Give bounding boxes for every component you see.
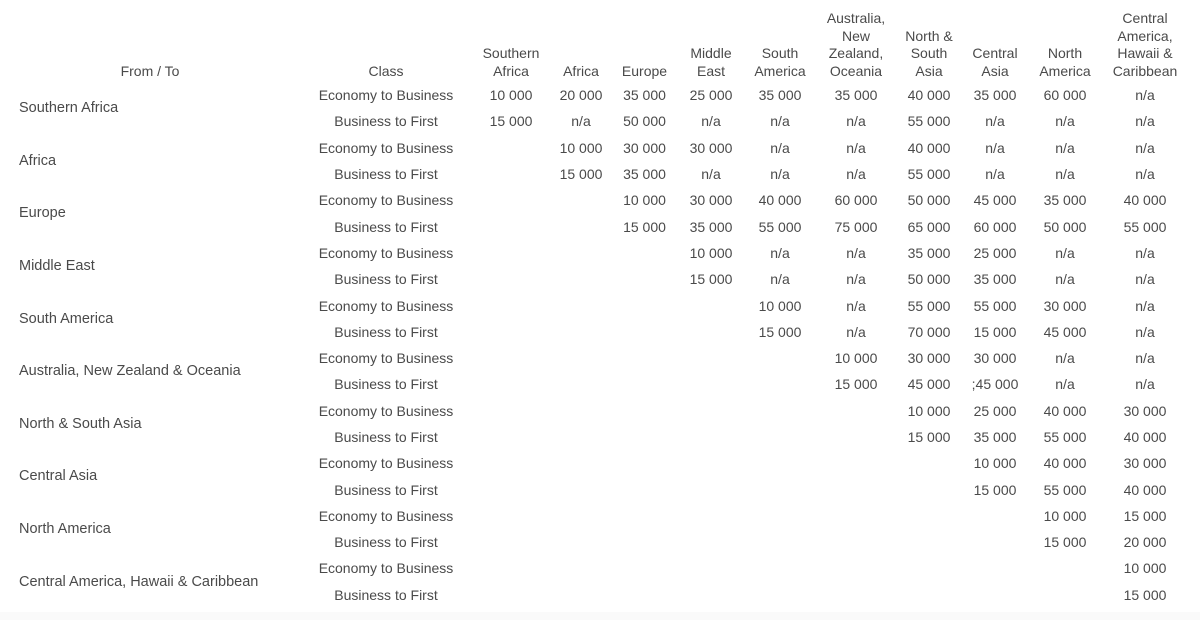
miles-value: n/a [846,244,866,261]
upgrade-class: Business to First [334,166,438,183]
header-destination-line: South [910,45,948,61]
miles-value: 15 000 [758,323,802,340]
miles-value: 40 000 [1123,481,1167,498]
miles-value [1029,582,1101,608]
miles-value: 30 000 [1123,455,1167,472]
miles-value [677,345,745,371]
miles-value [472,292,550,318]
miles-value: n/a [1135,271,1155,288]
origin-region: South America [19,310,114,327]
miles-value: 55 000 [758,218,802,235]
miles-value: n/a [1135,350,1155,367]
miles-value [550,345,612,371]
miles-value: 40 000 [1123,429,1167,445]
miles-value: 15 000 [1123,586,1167,603]
miles-value [612,555,677,581]
miles-value [472,345,550,371]
miles-value [550,555,612,581]
miles-value [745,345,815,371]
header-destination [961,0,1029,82]
origin-region: Central Asia [19,468,98,485]
miles-value: 35 000 [1043,192,1087,209]
miles-value: 10 000 [1123,560,1167,577]
upgrade-class: Business to First [334,429,438,445]
table-row [0,82,1189,108]
upgrade-class: Business to First [334,586,438,603]
header-destination-line: Hawaii & [1117,45,1173,61]
miles-value: 30 000 [1123,402,1167,419]
miles-value [677,292,745,318]
origin-region: Middle East [19,258,95,275]
miles-value: 35 000 [623,87,666,104]
header-destination [815,0,897,82]
miles-value [1029,555,1101,581]
miles-value: 35 000 [973,87,1017,104]
miles-value: 35 000 [907,244,951,261]
miles-value [472,476,550,502]
miles-value: 10 000 [559,139,603,156]
miles-value [472,582,550,608]
header-destination-line: Europe [621,62,668,79]
miles-value: ;45 000 [971,376,1019,393]
origin-region: Europe [19,205,66,222]
miles-value [612,424,677,450]
miles-value: n/a [846,113,866,130]
miles-value [550,398,612,424]
header-destination-line: South [761,45,799,61]
miles-value: n/a [846,297,866,314]
miles-value: 40 000 [1123,192,1167,209]
miles-value: 15 000 [973,323,1017,340]
header-destination-line: Africa [493,62,529,79]
miles-value [550,240,612,266]
miles-value [472,319,550,345]
miles-value [472,135,550,161]
miles-value: 70 000 [907,323,951,340]
miles-value [550,187,612,213]
header-class: Class [368,62,404,79]
header-destination-line: New [841,27,870,44]
upgrade-class: Economy to Business [318,192,454,209]
miles-value [677,398,745,424]
miles-value: 15 000 [1043,534,1087,551]
miles-value: 10 000 [1043,507,1087,524]
header-from-to: From / To [120,62,180,79]
miles-value: n/a [770,113,790,130]
miles-value [472,266,550,292]
miles-value: 45 000 [973,192,1017,209]
miles-value: 20 000 [1123,534,1167,551]
miles-value [677,582,745,608]
header-destination [1101,0,1189,82]
miles-value: 10 000 [758,297,802,314]
miles-value [677,371,745,397]
bottom-edge [0,612,1200,620]
miles-value: n/a [846,323,866,340]
miles-value [815,450,897,476]
miles-value: 60 000 [834,192,878,209]
miles-value [677,319,745,345]
origin-region: Australia, New Zealand & Oceania [19,363,241,380]
miles-value: 75 000 [834,218,878,235]
miles-value [612,292,677,318]
header-destination [612,0,677,82]
upgrade-class: Economy to Business [318,455,454,472]
miles-value: n/a [770,271,790,288]
miles-value [745,529,815,555]
miles-value: 55 000 [907,297,951,314]
miles-value [897,555,961,581]
miles-value: 25 000 [973,402,1017,419]
origin-region: North & South Asia [19,415,142,432]
header-destination-line: Oceania [829,62,883,79]
miles-value: n/a [1055,139,1075,156]
upgrade-class: Business to First [334,218,438,235]
miles-value [897,529,961,555]
table-row [0,292,1189,318]
miles-value: n/a [701,113,721,130]
header-destination-line: Southern [482,45,540,61]
miles-value: n/a [1135,166,1155,183]
header-destination-line: Asia [981,62,1009,79]
miles-value: 50 000 [623,113,666,130]
miles-value [472,213,550,239]
miles-value: n/a [1055,271,1075,288]
miles-value [961,555,1029,581]
table-header-row [0,0,1189,82]
miles-value: 40 000 [1043,455,1087,472]
header-destination-line: Asia [915,62,943,79]
miles-value: n/a [1135,244,1155,261]
miles-value: 50 000 [1043,218,1087,235]
miles-value: 45 000 [907,376,951,393]
miles-value [612,476,677,502]
upgrade-class: Economy to Business [318,87,454,104]
table-body [0,82,1189,608]
header-destination [745,0,815,82]
miles-value: 30 000 [623,139,666,156]
miles-value [677,476,745,502]
miles-value [745,555,815,581]
miles-value: 35 000 [623,166,666,183]
miles-value: n/a [770,139,790,156]
miles-value: 25 000 [689,87,733,104]
miles-value [550,292,612,318]
miles-value: 35 000 [973,429,1017,445]
miles-value: 35 000 [758,87,802,104]
miles-value [472,161,550,187]
miles-value: 15 000 [623,218,666,235]
miles-value: 30 000 [973,350,1017,367]
miles-value [472,450,550,476]
upgrade-class: Economy to Business [318,139,454,156]
miles-value [897,503,961,529]
miles-value [550,319,612,345]
header-destination-line: Australia, [826,10,886,26]
miles-value: n/a [985,139,1005,156]
miles-value [550,529,612,555]
miles-value [550,503,612,529]
miles-value: 60 000 [973,218,1017,235]
miles-value [612,398,677,424]
miles-value: n/a [1135,87,1155,104]
miles-value [612,529,677,555]
miles-value [815,529,897,555]
miles-value: 15 000 [907,429,951,445]
table-row [0,345,1189,371]
miles-value [550,476,612,502]
upgrade-class: Economy to Business [318,244,454,261]
miles-value: 35 000 [973,271,1017,288]
miles-value [897,450,961,476]
miles-value: 20 000 [559,87,603,104]
miles-value [677,529,745,555]
miles-value [472,503,550,529]
miles-value: 25 000 [973,244,1017,261]
miles-value: n/a [1135,376,1155,393]
miles-value: n/a [1055,244,1075,261]
header-destination-line: North & [905,27,953,44]
miles-value [612,266,677,292]
miles-value [961,582,1029,608]
miles-value [815,503,897,529]
miles-value [815,555,897,581]
miles-value: 10 000 [834,350,878,367]
header-destination [1029,0,1101,82]
upgrade-class: Business to First [334,271,438,288]
miles-value: n/a [770,244,790,261]
miles-value [815,582,897,608]
miles-value: n/a [1135,113,1155,130]
miles-value: 15 000 [689,271,733,288]
miles-value [472,555,550,581]
miles-value [961,529,1029,555]
miles-value [897,582,961,608]
miles-value: 40 000 [758,192,802,209]
header-destination-line: Africa [563,62,599,79]
miles-value: 35 000 [689,218,733,235]
table-row [0,398,1189,424]
miles-value: 55 000 [1043,481,1087,498]
miles-value: 40 000 [1043,402,1087,419]
miles-value [815,476,897,502]
miles-value: 55 000 [907,166,951,183]
miles-value: 15 000 [1123,507,1167,524]
miles-value [612,582,677,608]
miles-value [745,582,815,608]
miles-value [550,213,612,239]
miles-value: n/a [985,166,1005,183]
miles-value: n/a [846,271,866,288]
miles-value [677,450,745,476]
miles-value [677,424,745,450]
origin-region: Central America, Hawaii & Caribbean [19,573,259,590]
upgrade-class: Business to First [334,323,438,340]
header-destination [472,0,550,82]
upgrade-class: Economy to Business [318,560,454,577]
miles-value [612,345,677,371]
header-destination [677,0,745,82]
upgrade-class: Economy to Business [318,402,454,419]
miles-value: 30 000 [907,350,951,367]
header-destination-line: America [1039,62,1091,79]
miles-value [472,187,550,213]
miles-value [677,503,745,529]
header-destination-line: America [754,62,806,79]
miles-value: n/a [571,113,591,130]
miles-value [550,424,612,450]
miles-value [550,582,612,608]
miles-value: 30 000 [689,192,733,209]
header-destination [550,0,612,82]
miles-value [550,371,612,397]
miles-value: 55 000 [973,297,1017,314]
miles-value: n/a [1135,297,1155,314]
miles-value [745,503,815,529]
table-row [0,135,1189,161]
miles-value: 55 000 [907,113,951,130]
miles-value: 15 000 [489,113,533,130]
miles-value: 35 000 [834,87,878,104]
header-destination-line: America, [1117,27,1173,44]
miles-value: 40 000 [907,139,951,156]
miles-value [745,424,815,450]
table-row [0,240,1189,266]
miles-value: n/a [1055,350,1075,367]
miles-value: 15 000 [973,481,1017,498]
miles-value [897,476,961,502]
miles-value [815,424,897,450]
miles-value: 30 000 [1043,297,1087,314]
miles-value: 55 000 [1123,218,1167,235]
miles-value: 55 000 [1043,429,1087,445]
miles-value [745,476,815,502]
miles-value: n/a [985,113,1005,130]
miles-value: 10 000 [489,87,533,104]
header-destination-line: Caribbean [1112,62,1178,79]
miles-value: 45 000 [1043,323,1087,340]
miles-value: n/a [1135,139,1155,156]
miles-value: 40 000 [907,87,951,104]
miles-value: 60 000 [1043,87,1087,104]
header-destination [897,0,961,82]
upgrade-class: Business to First [334,376,438,393]
miles-value [745,450,815,476]
origin-region: North America [19,521,111,538]
miles-value [815,398,897,424]
miles-value [612,240,677,266]
header-destination-line: Middle [690,45,732,61]
miles-value [612,450,677,476]
header-destination-line: Zealand, [828,45,884,61]
table-row [0,450,1189,476]
miles-value [472,371,550,397]
miles-value: n/a [1055,166,1075,183]
miles-value: 15 000 [834,376,878,393]
header-destination-line: East [696,62,725,79]
miles-value [745,371,815,397]
miles-value [745,398,815,424]
table-row [0,187,1189,213]
miles-value [961,503,1029,529]
upgrade-class: Economy to Business [318,350,454,367]
upgrade-class: Business to First [334,113,438,130]
miles-value [472,424,550,450]
miles-value [612,371,677,397]
upgrade-class: Economy to Business [318,297,454,314]
miles-value [550,450,612,476]
miles-value: 30 000 [689,139,733,156]
upgrade-class: Economy to Business [318,507,454,524]
miles-value: n/a [701,166,721,183]
upgrade-class: Business to First [334,534,438,551]
miles-value: n/a [770,166,790,183]
miles-value [472,529,550,555]
header-destination-line: Central [1122,10,1168,26]
miles-value [472,398,550,424]
miles-value [612,319,677,345]
miles-value: 10 000 [973,455,1017,472]
table-row [0,555,1189,581]
miles-value [612,503,677,529]
miles-value: 50 000 [907,192,951,209]
header-destination-line: North [1047,45,1083,61]
miles-value [472,240,550,266]
miles-value: n/a [846,166,866,183]
header-destination-line: Central [972,45,1018,61]
miles-value: n/a [1055,376,1075,393]
miles-value [677,555,745,581]
miles-value: n/a [846,139,866,156]
origin-region: Southern Africa [19,100,119,117]
miles-value: 10 000 [907,402,951,419]
miles-value [550,266,612,292]
miles-value: 50 000 [907,271,951,288]
miles-value: n/a [1135,323,1155,340]
miles-value: 10 000 [689,244,733,261]
origin-region: Africa [19,152,57,169]
miles-value: 65 000 [907,218,951,235]
miles-value: n/a [1055,113,1075,130]
miles-value: 15 000 [559,166,603,183]
miles-value: 10 000 [623,192,666,209]
table-row [0,503,1189,529]
upgrade-class: Business to First [334,481,438,498]
